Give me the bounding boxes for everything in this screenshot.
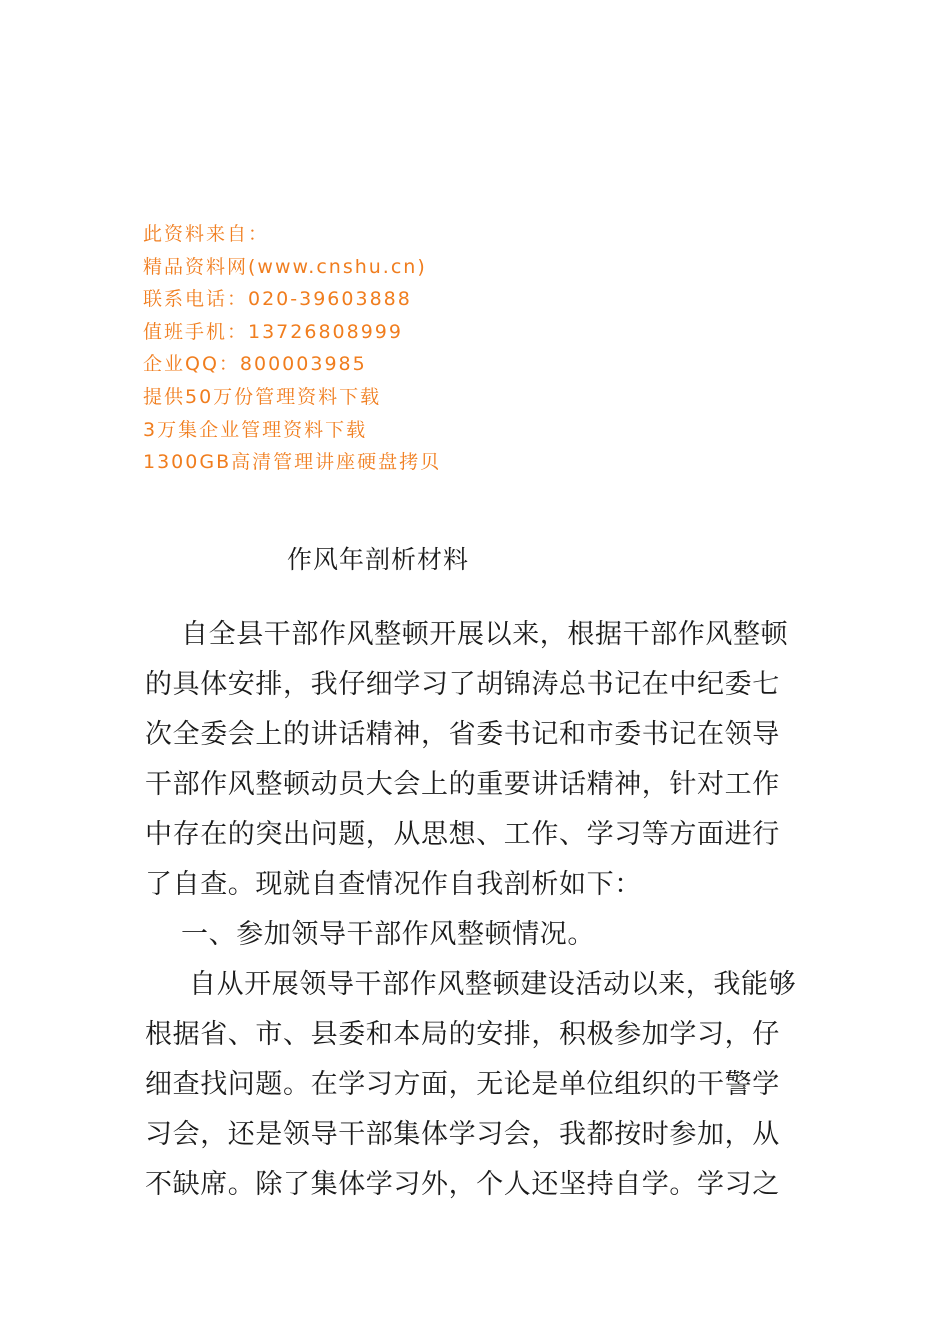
source-line-mobile: 值班手机：13726808999 — [143, 320, 403, 343]
body-line: 细查找问题。在学习方面，无论是单位组织的干警学 — [145, 1069, 780, 1100]
source-line-offer-2: 3万集企业管理资料下载 — [143, 418, 368, 441]
body-line: 根据省、市、县委和本局的安排，积极参加学习，仔 — [145, 1019, 780, 1050]
body-line: 习会，还是领导干部集体学习会，我都按时参加，从 — [145, 1119, 780, 1150]
source-line-offer-1: 提供50万份管理资料下载 — [143, 385, 382, 408]
source-info-block — [143, 218, 763, 479]
body-line: 不缺席。除了集体学习外，个人还坚持自学。学习之 — [145, 1169, 780, 1200]
section-heading: 一、参加领导干部作风整顿情况。 — [181, 919, 595, 950]
body-line: 的具体安排，我仔细学习了胡锦涛总书记在中纪委七 — [145, 669, 780, 700]
body-line: 了自查。现就自查情况作自我剖析如下： — [145, 869, 642, 900]
document-title: 作风年剖析材料 — [287, 545, 470, 574]
body-line: 中存在的突出问题，从思想、工作、学习等方面进行 — [145, 819, 780, 850]
source-line-website: 精品资料网(www.cnshu.cn) — [143, 255, 427, 278]
source-line-intro: 此资料来自： — [143, 223, 270, 245]
source-line-phone: 联系电话：020-39603888 — [143, 288, 412, 311]
body-line: 自全县干部作风整顿开展以来，根据干部作风整顿 — [181, 619, 789, 650]
source-line-qq: 企业QQ：800003985 — [143, 353, 367, 376]
body-line: 自从开展领导干部作风整顿建设活动以来，我能够 — [189, 969, 797, 1000]
body-line: 次全委会上的讲话精神，省委书记和市委书记在领导 — [145, 719, 780, 750]
document-body — [145, 610, 805, 1210]
body-line: 干部作风整顿动员大会上的重要讲话精神，针对工作 — [145, 769, 780, 800]
source-line-offer-3: 1300GB高清管理讲座硬盘拷贝 — [143, 451, 442, 474]
